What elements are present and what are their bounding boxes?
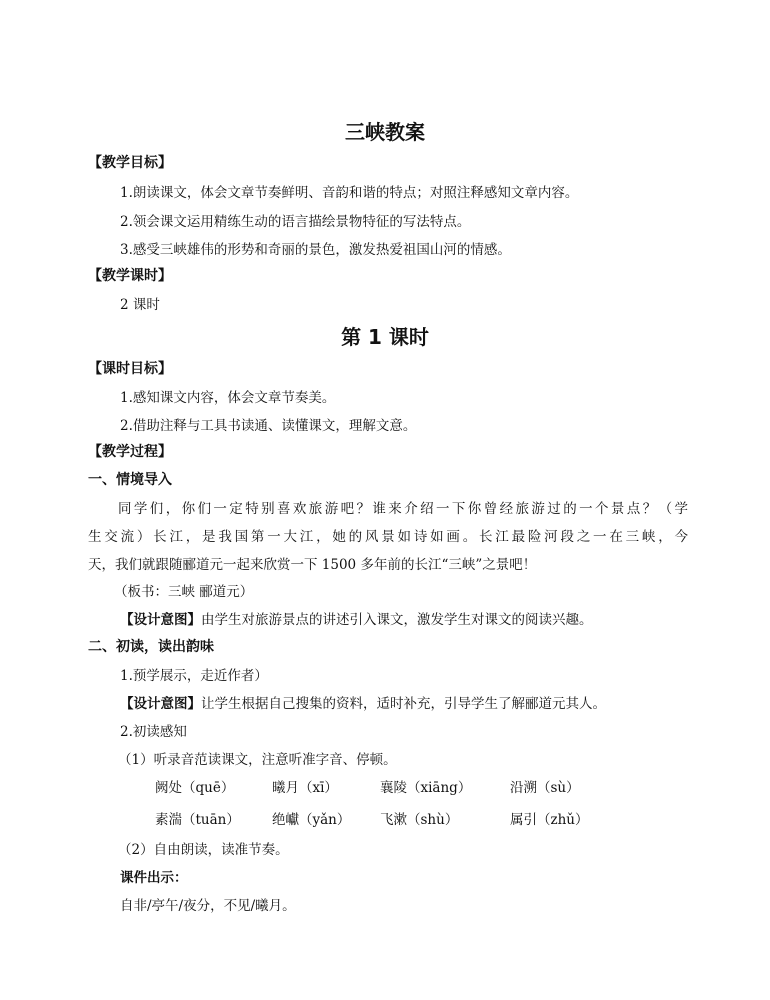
objective-item: 2.领会课文运用精练生动的语言描绘景物特征的写法特点。 bbox=[120, 214, 471, 230]
pronunciation-item: 襄陵（xiāng） bbox=[380, 780, 472, 796]
document-title: 三峡教案 bbox=[345, 120, 425, 144]
sub-item-2: （2）自由朗读，读准节奏。 bbox=[118, 842, 289, 858]
pronunciation-item: 素湍（tuān） bbox=[155, 812, 240, 828]
section2-item-2: 2.初读感知 bbox=[120, 724, 187, 740]
section2-item-1: 1.预学展示，走近作者） bbox=[120, 668, 268, 684]
pronunciation-item: 沿溯（sù） bbox=[510, 780, 580, 796]
goal-item: 1.感知课文内容，体会文章节奏美。 bbox=[120, 390, 336, 406]
section2-heading-text: 二、初读，读出韵味 bbox=[88, 639, 214, 655]
objective-item: 1.朗读课文，体会文章节奏鲜明、音韵和谐的特点；对照注释感知文章内容。 bbox=[120, 185, 579, 201]
objectives-heading: 【教学目标】 bbox=[88, 155, 172, 171]
hours-heading: 【教学课时】 bbox=[88, 268, 172, 284]
hours-value: 2 课时 bbox=[120, 297, 160, 313]
pronunciation-item: 飞漱（shù） bbox=[380, 812, 459, 828]
intro-paragraph-line: 生交流）长江，是我国第一大江，她的风景如诗如画。长江最险河段之一在三峡，今 bbox=[88, 529, 688, 545]
design-intent-label: 【设计意图】 bbox=[120, 612, 201, 628]
pronunciation-item: 绝巘（yǎn） bbox=[272, 812, 351, 828]
design-intent-text: 由学生对旅游景点的讲述引入课文，激发学生对课文的阅读兴趣。 bbox=[201, 612, 593, 628]
lesson-title: 第 1 课时 bbox=[341, 325, 429, 349]
design-intent-1 bbox=[120, 608, 593, 628]
objective-item: 3.感受三峡雄伟的形势和奇丽的景色，激发热爱祖国山河的情感。 bbox=[120, 242, 511, 258]
pronunciation-item: 阙处（quē） bbox=[155, 780, 235, 796]
intro-paragraph-line: 天，我们就跟随郦道元一起来欣赏一下 1500 多年前的长江“三峡”之景吧！ bbox=[88, 557, 537, 573]
design-intent-label: 【设计意图】 bbox=[120, 696, 201, 712]
board-note: （板书：三峡 郦道元） bbox=[114, 584, 254, 600]
courseware-line: 自非/亭午/夜分，不见/曦月。 bbox=[120, 898, 296, 914]
process-heading: 【教学过程】 bbox=[88, 444, 172, 460]
section1-heading: 一、情境导入 bbox=[88, 472, 172, 488]
pronunciation-item: 曦月（xī） bbox=[272, 780, 338, 796]
sub-item-1: （1）听录音范读课文，注意听准字音、停顿。 bbox=[118, 752, 397, 768]
goal-item: 2.借助注释与工具书读通、读懂课文，理解文意。 bbox=[120, 418, 417, 434]
courseware-label: 课件出示： bbox=[120, 870, 188, 886]
intro-paragraph-line: 同学们，你们一定特别喜欢旅游吧？谁来介绍一下你曾经旅游过的一个景点？（学 bbox=[118, 501, 688, 517]
pronunciation-item: 属引（zhǔ） bbox=[510, 812, 589, 828]
design-intent-text: 让学生根据自己搜集的资料，适时补充，引导学生了解郦道元其人。 bbox=[201, 696, 606, 712]
design-intent-2 bbox=[120, 692, 606, 712]
goals-heading: 【课时目标】 bbox=[88, 361, 172, 377]
